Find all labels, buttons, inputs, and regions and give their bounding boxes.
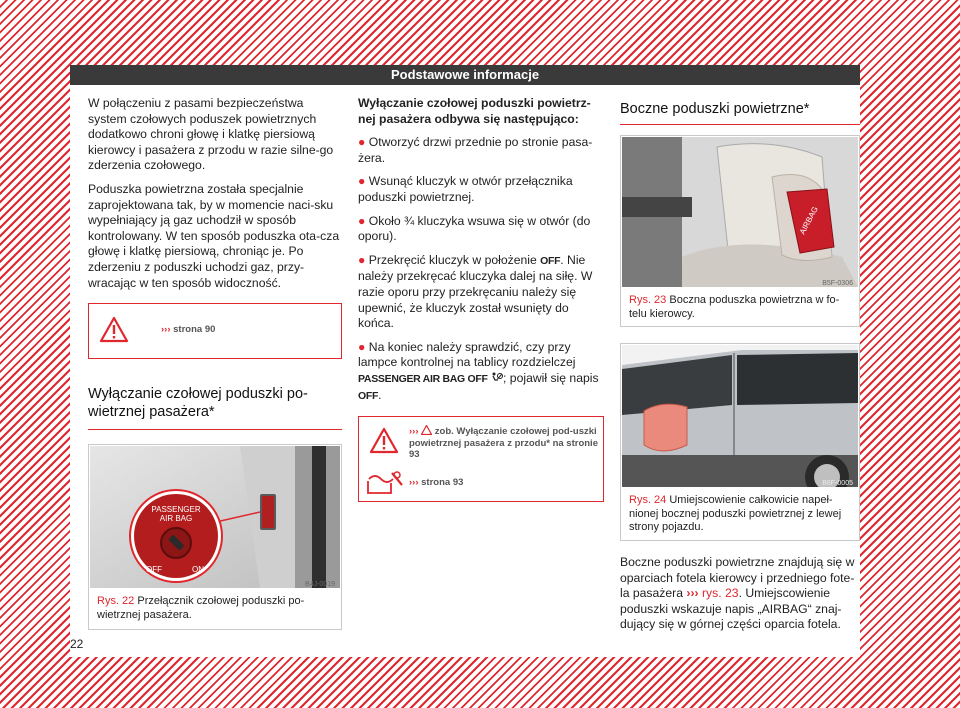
environment-note-icon xyxy=(365,469,405,495)
column-2 xyxy=(358,96,604,502)
page-number: 22 xyxy=(70,637,84,651)
seat-airbag-label: AIRBAG xyxy=(797,205,820,236)
switch-label-on: ON xyxy=(192,565,204,575)
bullet-icon: ● xyxy=(358,213,366,228)
list-item xyxy=(358,340,604,404)
step-text: . Nie należy przekręcać kluczyka dalej na siłę. W razie oporu przy przekręcaniu należy się upewnić, że kluczyk został wsunięty do końca. xyxy=(358,252,593,331)
section-title-passenger-airbag: Wyłączanie czołowej poduszki po-wietrznej pasażera* xyxy=(88,386,308,421)
passenger-airbag-off-lamp-label: PASSENGER AIR BAG OFF xyxy=(358,372,488,385)
section-title-side-airbags: Boczne poduszki powietrzne* xyxy=(620,101,810,117)
warning-triangle-icon xyxy=(369,427,399,454)
figure-22 xyxy=(88,444,342,630)
figure-code: B5F-0306 xyxy=(822,280,853,287)
paragraph-text: Boczne poduszki powietrzne znajdują się w oparciach fotela kierowcy i przedniego fote-la pasażera xyxy=(620,555,855,601)
step-text: . xyxy=(378,387,382,402)
figure-caption-text: Boczna poduszka powietrzna w fo-telu kierowcy. xyxy=(629,294,840,320)
side-airbag-seat-illustration xyxy=(622,137,858,287)
intro-paragraph: W połączeniu z pasami bezpieczeństwa system czołowych poduszek powietrznych dodatkowo chroni głowę i klatkę piersiową kierowcy i pasażera z przodu w razie silne-go zderzenia czołowego. xyxy=(88,96,334,173)
list-item xyxy=(358,135,604,166)
bullet-icon: ● xyxy=(358,252,366,267)
figure-number: Rys. 24 xyxy=(629,494,667,506)
bullet-icon: ● xyxy=(358,174,366,189)
switch-label-passenger: PASSENGER xyxy=(151,505,201,515)
section-divider xyxy=(620,124,860,125)
side-airbag-car-illustration xyxy=(622,345,858,487)
figure-code: B6F-0005 xyxy=(822,480,853,487)
off-symbol: OFF xyxy=(540,254,561,267)
paragraph-text: . Umiejscowienie poduszki wskazuje napis „AIRBAG“ znaj-dujący się w górnej części oparcia fotela. xyxy=(620,586,842,632)
section-divider xyxy=(88,429,342,430)
step-text: Wsunąć kluczyk w otwór przełącznika poduszki powietrznej. xyxy=(358,174,573,204)
switch-label-off: OFF xyxy=(146,565,162,575)
header-title: Podstawowe informacje xyxy=(390,67,540,82)
step-text: Na koniec należy sprawdzić, czy przy lampce kontrolnej na tablicy rozdzielczej xyxy=(358,339,576,370)
note-reference-link[interactable]: strona 93 xyxy=(421,477,464,489)
figure-caption-text: Przełącznik czołowej poduszki po-wietrznej pasażera. xyxy=(97,595,305,621)
page xyxy=(70,65,860,657)
figure-reference-link[interactable]: rys. 23 xyxy=(701,586,739,601)
warning-reference-link[interactable]: zob. Wyłączanie czołowej pod-uszki powietrznej pasażera z przodu* na stronie 93 xyxy=(409,426,598,461)
reference-arrow: ››› xyxy=(686,586,699,601)
procedure-intro: Wyłączanie czołowej poduszki powietrz-nej pasażera odbywa się następująco: xyxy=(358,96,591,126)
small-warning-icon xyxy=(421,425,432,435)
list-item xyxy=(358,253,604,332)
figure-caption xyxy=(621,288,859,321)
column-1 xyxy=(88,96,342,630)
warning-reference-link[interactable]: strona 90 xyxy=(173,324,216,336)
step-text: Otworzyć drzwi przednie po stronie pasa-żera. xyxy=(358,135,593,165)
figure-code: B4J-0019 xyxy=(305,581,335,589)
figure-24 xyxy=(620,343,860,541)
figure-number: Rys. 22 xyxy=(97,595,135,608)
list-item xyxy=(358,214,604,245)
warning-box xyxy=(88,303,342,359)
step-text: Około ¾ kluczyka wsuwa się w otwór (do oporu). xyxy=(358,213,591,244)
side-airbag-paragraph xyxy=(620,555,860,633)
figure-number: Rys. 23 xyxy=(629,294,667,306)
bullet-icon: ● xyxy=(358,339,366,354)
off-symbol: OFF xyxy=(358,389,379,402)
figure-23 xyxy=(620,135,860,327)
warning-triangle-icon xyxy=(99,316,129,343)
step-text: Przekręcić kluczyk w położenie xyxy=(368,252,537,267)
airbag-switch-illustration xyxy=(90,446,340,588)
list-item xyxy=(358,174,604,205)
reference-arrow: ››› xyxy=(409,477,419,489)
column-3 xyxy=(620,96,860,641)
airbag-design-paragraph: Poduszka powietrzna została specjalnie zaprojektowana tak, by w momencie naci-sku wypełniający ją gaz uchodził w sposób kontrolowany. W ten sposób poduszka ota-cza głowę i klatkę piersiową, chroniąc je. Po zderzeniu z poduszki uchodzi gaz, przy-wracając w ten sposób widoczność. xyxy=(88,181,340,290)
switch-label-airbag: AIR BAG xyxy=(159,514,193,524)
figure-caption xyxy=(621,488,859,535)
warning-box xyxy=(358,416,604,502)
figure-caption-text: Umiejscowienie całkowicie napeł-nionej bocznej poduszki powietrznej z lewej strony pojazdu. xyxy=(629,494,842,533)
reference-arrow: ››› xyxy=(161,324,171,336)
figure-caption xyxy=(89,589,341,622)
airbag-off-lamp-icon xyxy=(491,372,503,383)
page-header xyxy=(70,65,860,85)
bullet-icon: ● xyxy=(358,135,366,150)
step-text: ; pojawił się napis xyxy=(503,370,599,385)
reference-arrow: ››› xyxy=(409,426,419,438)
